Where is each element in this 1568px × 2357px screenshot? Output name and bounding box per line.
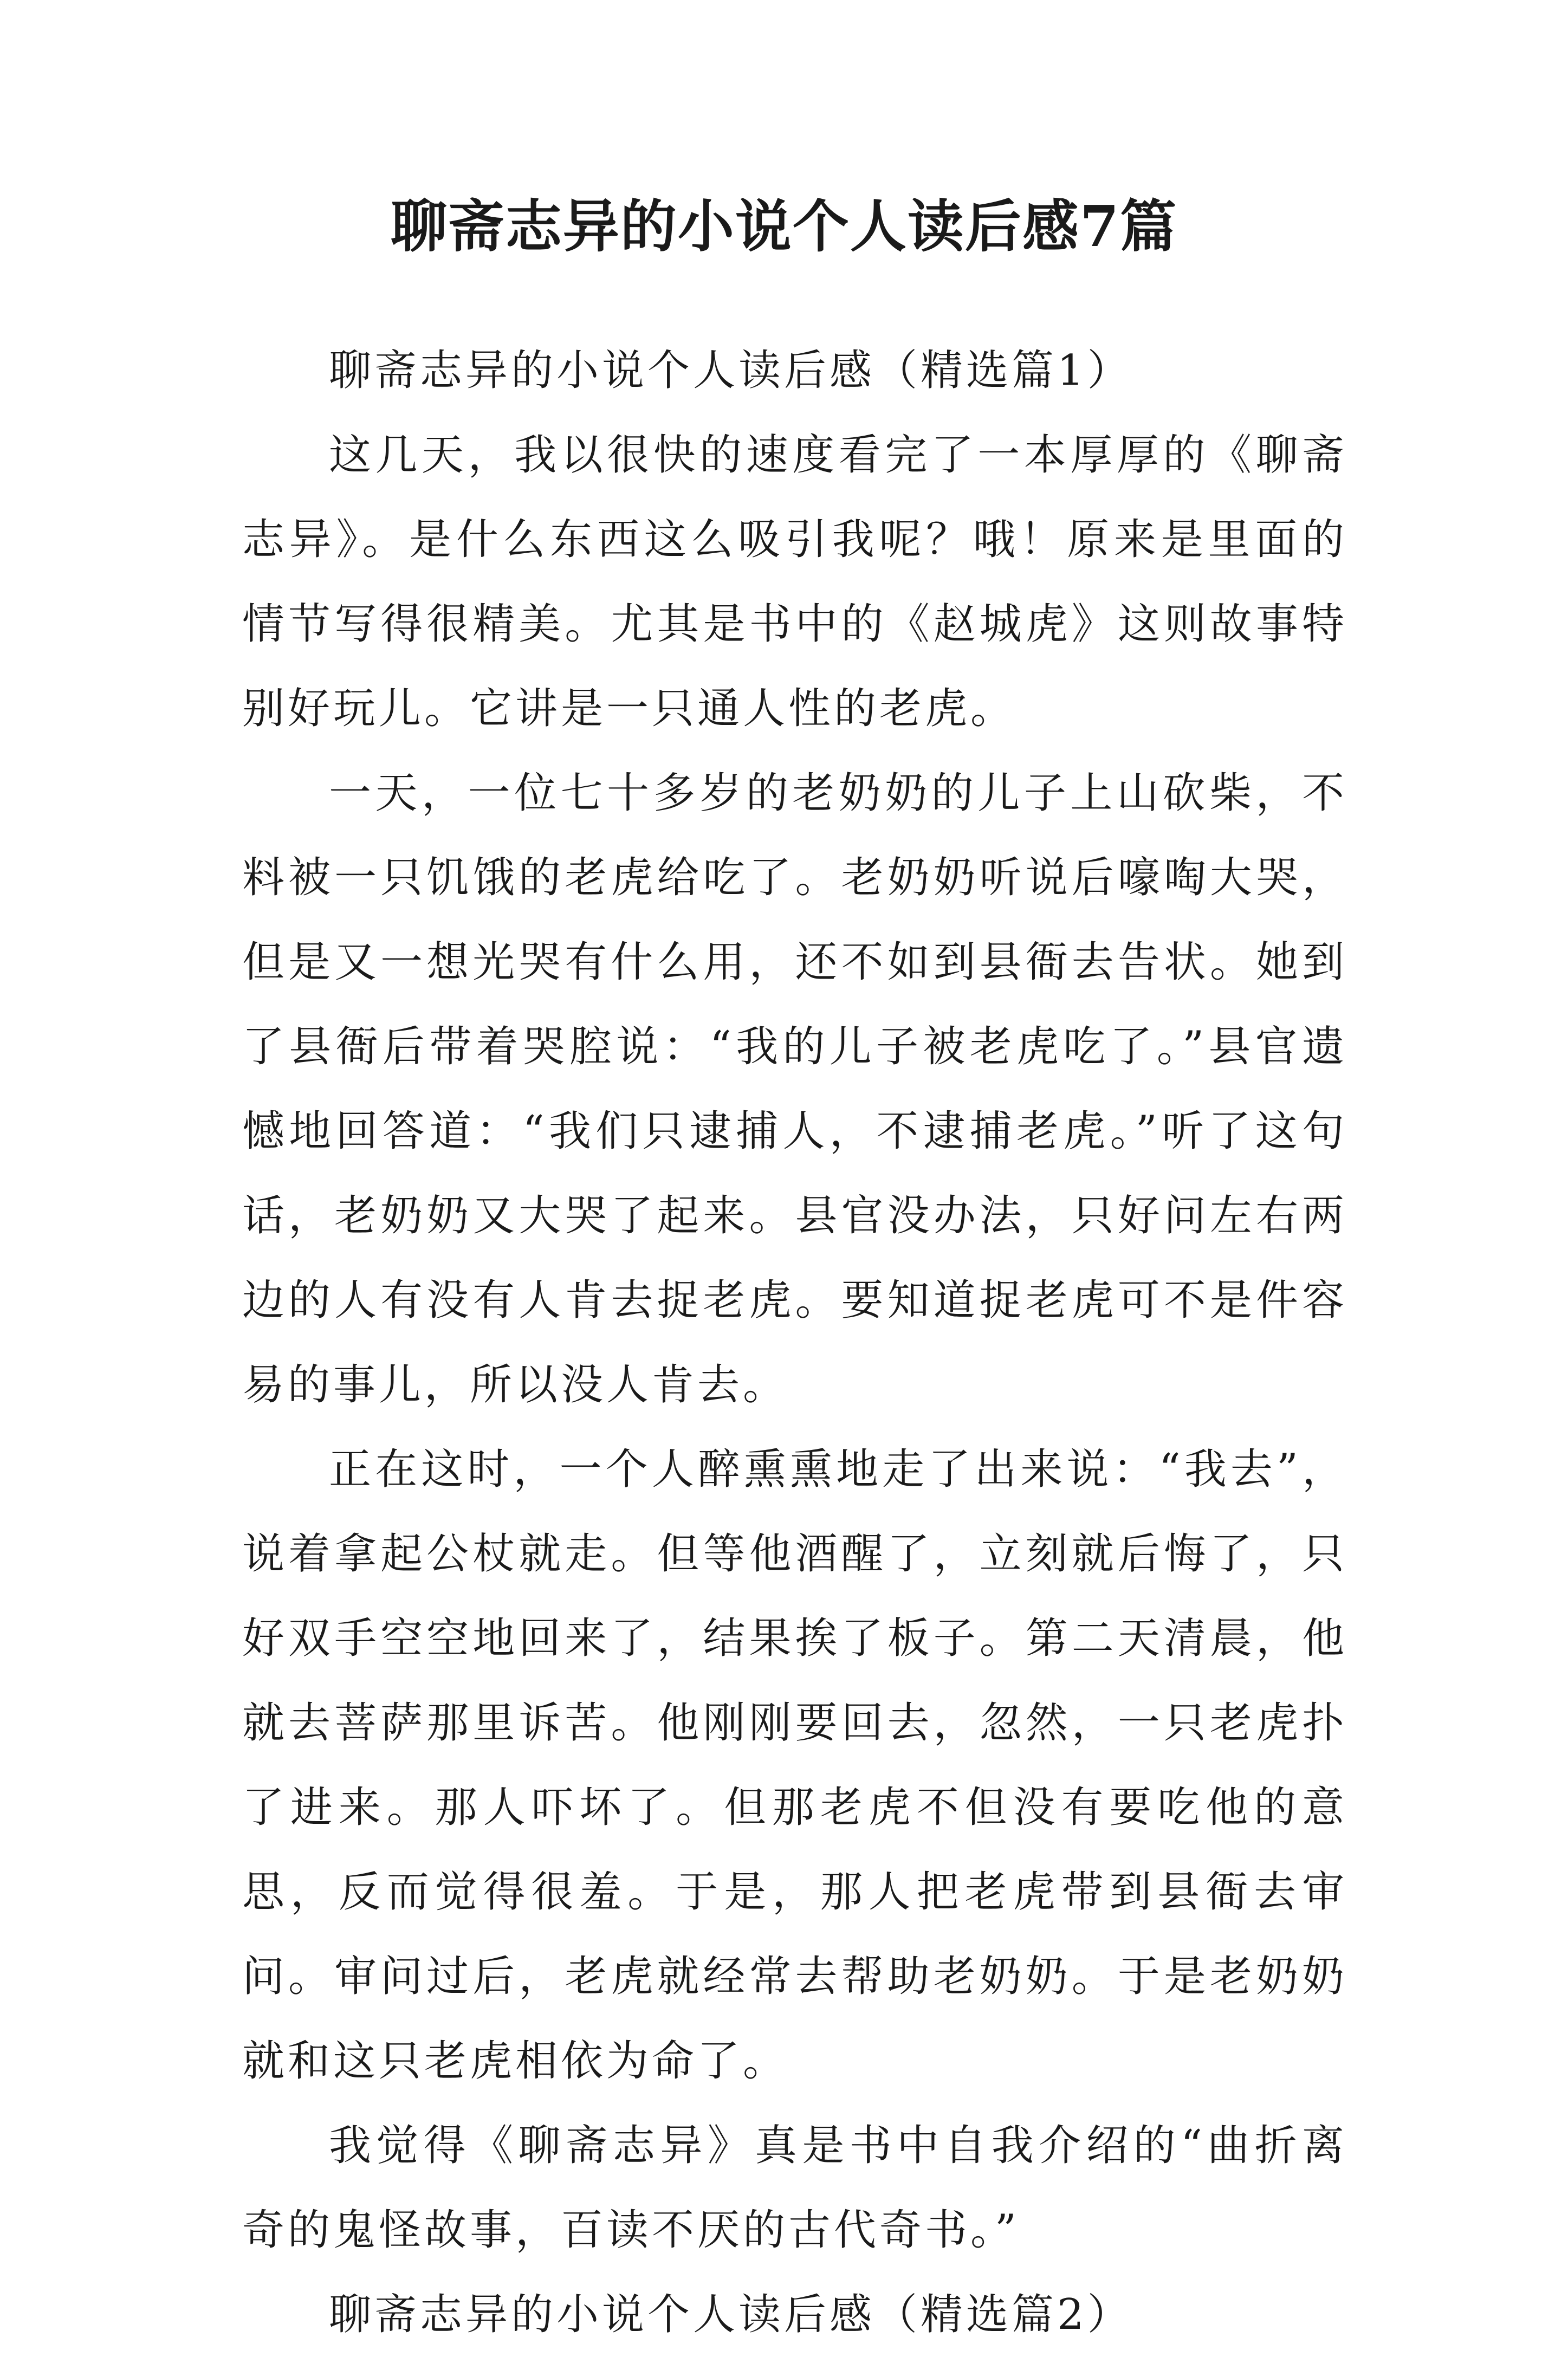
- paragraph: 一天，一位七十多岁的老奶奶的儿子上山砍柴，不料被一只饥饿的老虎给吃了。老奶奶听说后嚎啕大哭，但是又一想光哭有什么用，还不如到县衙去告状。她到了县衙后带着哭腔说：“我的儿子被老虎吃了。”县官遗憾地回答道：“我们只逮捕人，不逮捕老虎。”听了这句话，老奶奶又大哭了起来。县官没办法，只好问左右两边的人有没有人肯去捉老虎。要知道捉老虎可不是件容易的事儿，所以没人肯去。: [242, 769, 1347, 1409]
- document-body: [242, 328, 1347, 2357]
- paragraph: 我觉得《聊斋志异》真是书中自我介绍的“曲折离奇的鬼怪故事，百读不厌的古代奇书。”: [242, 2121, 1347, 2255]
- section-heading-1: 聊斋志异的小说个人读后感（精选篇1）: [329, 346, 1133, 395]
- section-heading-2: 聊斋志异的小说个人读后感（精选篇2）: [329, 2290, 1133, 2339]
- paragraph: 正在这时，一个人醉熏熏地走了出来说：“我去”，说着拿起公杖就走。但等他酒醒了，立刻就后悔了，只好双手空空地回来了，结果挨了板子。第二天清晨，他就去菩萨那里诉苦。他刚刚要回去，忽然，一只老虎扑了进来。那人吓坏了。但那老虎不但没有要吃他的意思，反而觉得很羞。于是，那人把老虎带到县衙去审问。审问过后，老虎就经常去帮助老奶奶。于是老奶奶就和这只老虎相依为命了。: [242, 1445, 1347, 2086]
- document-title: 聊斋志异的小说个人读后感7篇: [390, 193, 1178, 260]
- paragraph: 这几天，我以很快的速度看完了一本厚厚的《聊斋志异》。是什么东西这么吸引我呢？哦！原来是里面的情节写得很精美。尤其是书中的《赵城虎》这则故事特别好玩儿。它讲是一只通人性的老虎。: [242, 431, 1347, 733]
